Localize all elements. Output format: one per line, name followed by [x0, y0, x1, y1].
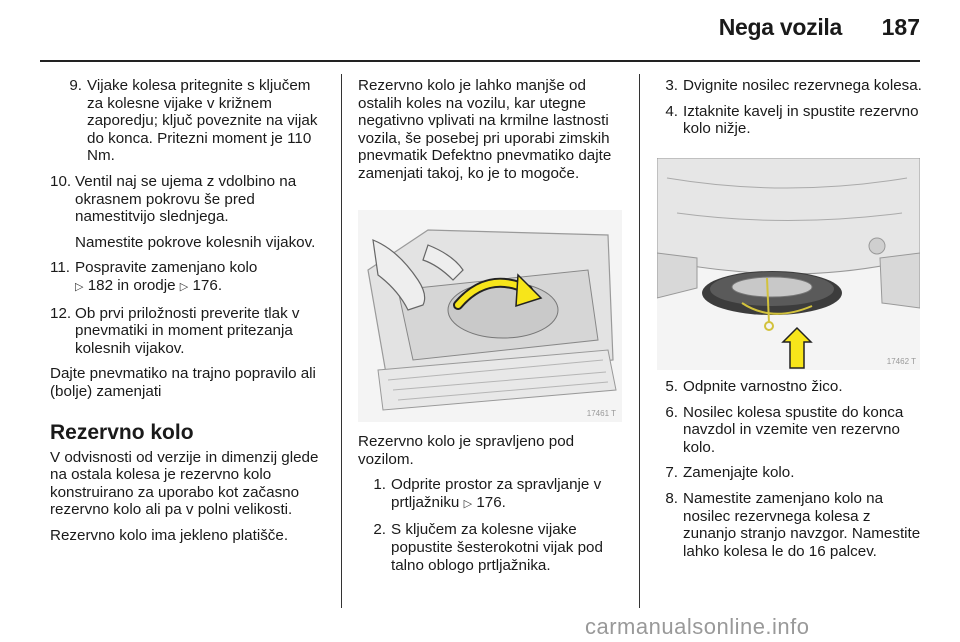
column-2-lower: [358, 433, 628, 582]
list-number: 7.: [665, 464, 678, 482]
list-item-7: [660, 464, 922, 482]
list-number: 11.: [50, 259, 70, 277]
header-divider: [40, 60, 920, 62]
list-text: Ventil naj se ujema z vdolbino na okrasnem pokrovu še pred namestitvijo slednjega.: [75, 172, 297, 226]
list-text: Odprite prostor za spravljanje v prtljažniku ▷ 176.: [391, 476, 602, 511]
list-text: Dvignite nosilec rezervnega kolesa.: [683, 77, 922, 94]
list-number: 5.: [665, 378, 678, 395]
column-3-lower: [660, 378, 922, 568]
list-number: 9.: [69, 77, 82, 94]
list-text: Zamenjajte kolo.: [683, 464, 795, 482]
column-2: [358, 77, 628, 191]
list-text: Nosilec kolesa spustite do konca navzdol in vzemite ven rezervno kolo.: [683, 403, 904, 456]
page-ref-icon: ▷: [75, 280, 84, 293]
list-item-2: [368, 521, 628, 574]
list-item-10: [50, 173, 328, 251]
list-number: 2.: [373, 521, 386, 539]
list-text: Odpnite varnostno žico.: [683, 378, 843, 395]
underbody-spare-wheel-illustration: [657, 158, 920, 370]
page-ref-icon: ▷: [463, 497, 473, 510]
note-text: Dajte pnevmatiko na trajno popravilo ali (bolje) zamenjati: [50, 365, 316, 400]
figure-label: 17461 T: [586, 409, 616, 418]
list-item-11: [50, 259, 328, 296]
paragraph: Rezervno kolo ima jekleno platišče.: [50, 526, 289, 544]
figure-label: 17462 T: [886, 357, 916, 366]
list-text: Iztaknite kavelj in spustite rezervno kolo nižje.: [683, 102, 919, 138]
trunk-spare-wheel-illustration: [358, 210, 622, 422]
column-3: [660, 77, 922, 146]
list-item-12: [50, 305, 328, 358]
trunk-illustration: [358, 210, 622, 422]
list-text: S ključem za kolesne vijake popustite šesterokotni vijak pod talno oblogo prtljažnika.: [391, 521, 603, 574]
paragraph: Rezervno kolo je spravljeno pod vozilom.: [358, 433, 575, 468]
list-number: 10.: [50, 172, 72, 190]
list-number: 4.: [665, 102, 678, 120]
watermark: carmanualsonline.info: [585, 614, 810, 639]
column-divider-1: [341, 74, 342, 608]
list-item-1: [368, 476, 628, 513]
underbody-illustration: [657, 158, 920, 370]
list-item-3: [660, 77, 922, 95]
list-text: Ob prvi priložnosti preverite tlak v pnevmatiki in moment pritezanja kolesnih vijakov.: [75, 304, 300, 357]
list-item-4: [660, 103, 922, 138]
list-item-5: [660, 378, 922, 396]
paragraph: Rezervno kolo je lahko manjše od ostalih koles na vozilu, kar utegne negativno vplivati na krmilne lastnosti vozila, še posebej pri uporabi zimskih pnevmatik Defektno pnevmatiko dajte zamenjati takoj, ko je to mogoče.: [358, 77, 612, 182]
page-title: Nega vozila: [718, 14, 842, 40]
list-subtext: Namestite pokrove kolesnih vijakov.: [75, 233, 316, 251]
page-ref-icon: ▷: [179, 280, 189, 293]
list-item-6: [660, 404, 922, 457]
list-number: 1.: [373, 476, 386, 494]
list-number: 12.: [50, 304, 72, 322]
list-text: Pospravite zamenjano kolo ▷ 182 in orodje ▷ 176.: [75, 259, 258, 294]
list-number: 3.: [665, 77, 678, 94]
list-number: 6.: [665, 403, 678, 421]
list-number: 8.: [665, 489, 678, 507]
list-text: Vijake kolesa pritegnite s ključem za kolesne vijake v križnem zaporedju; ključ poveznite na vijak do konca. Pritezni moment je 110 Nm.: [87, 77, 318, 165]
column-1: [50, 77, 328, 552]
section-heading: Rezervno kolo: [50, 420, 194, 444]
list-item-8: [660, 490, 922, 560]
page-number: 187: [881, 14, 920, 40]
paragraph: V odvisnosti od verzije in dimenzij glede na ostala kolesa je rezervno kolo konstruirano za uporabo kot začasno rezervno kolo ali pa v polni velikosti.: [50, 448, 319, 519]
list-text: Namestite zamenjano kolo na nosilec rezervnega kolesa z zunanjo stranjo navzgor. Namestite lahko kolesa le do 16 palcev.: [683, 489, 921, 560]
column-divider-2: [639, 74, 640, 608]
list-item-9: [62, 77, 328, 165]
